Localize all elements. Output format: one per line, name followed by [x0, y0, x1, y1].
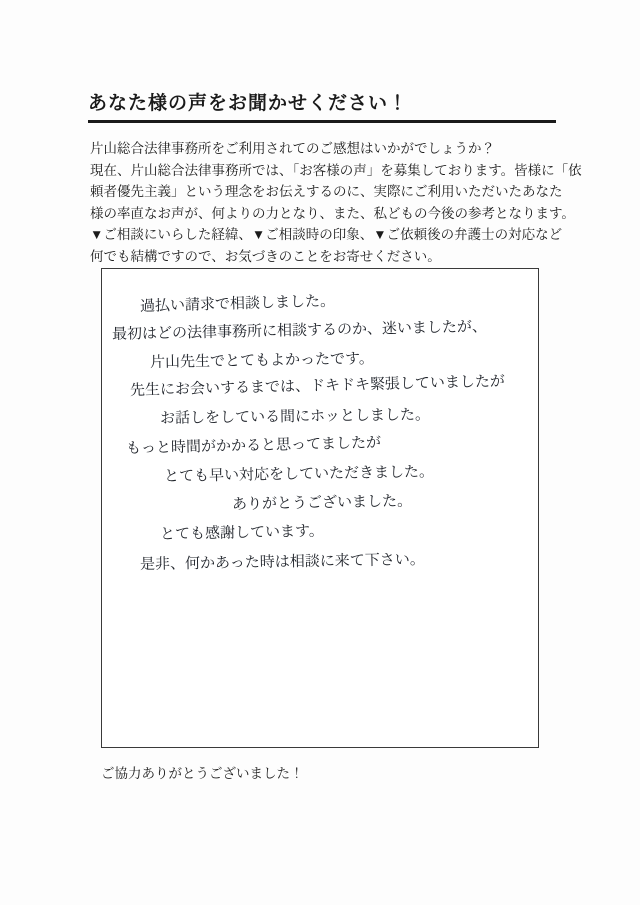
handwriting-line-10: 是非、何かあった時は相談に来て下さい。 — [139, 550, 425, 573]
intro-line-2: 現在、片山総合法律事務所では、「お客様の声」を募集しております。皆様に「依 — [90, 162, 582, 178]
handwriting-line-8: ありがとうございました。 — [231, 491, 413, 513]
intro-line-4: 様の率直なお声が、何よりの力となり、また、私どもの今後の参考となります。 — [90, 205, 575, 221]
intro-line-3: 頼者優先主義」という理念をお伝えするのに、実際にご利用いただいたあなた — [90, 184, 563, 199]
title-block — [88, 88, 556, 123]
handwriting-line-3: 片山先生でとてもよかったです。 — [149, 349, 374, 371]
intro-line-6: 何でも結構ですので、お気づきのことをお寄せください。 — [90, 248, 441, 264]
intro-line-5: ▼ご相談にいらした経緯、▼ご相談時の印象、▼ご依頼後の弁護士の対応など — [90, 227, 563, 242]
title-underline — [88, 120, 556, 123]
intro-paragraph — [90, 138, 582, 267]
handwriting-line-4: 先生にお会いするまでは、ドキドキ緊張していましたが — [129, 371, 506, 399]
handwriting-line-1: 過払い請求で相談しました。 — [139, 291, 336, 315]
handwriting-line-9: とても感謝しています。 — [159, 521, 324, 543]
footer-thanks: ご協力ありがとうございました！ — [101, 766, 304, 781]
intro-line-1: 片山総合法律事務所をご利用されてのご感想はいかがでしょうか？ — [90, 141, 495, 156]
handwriting-line-7: とても早い対応をしていただきました。 — [163, 462, 435, 485]
page-title: あなた様の声をお聞かせください！ — [88, 93, 409, 114]
handwritten-response-box — [101, 268, 539, 748]
handwriting-line-5: お話しをしている間にホッとしました。 — [159, 405, 431, 427]
handwriting-line-6: もっと時間がかかると思ってましたが — [125, 433, 382, 457]
handwriting-line-2: 最初はどの法律事務所に相談するのか、迷いましたが、 — [111, 317, 488, 343]
